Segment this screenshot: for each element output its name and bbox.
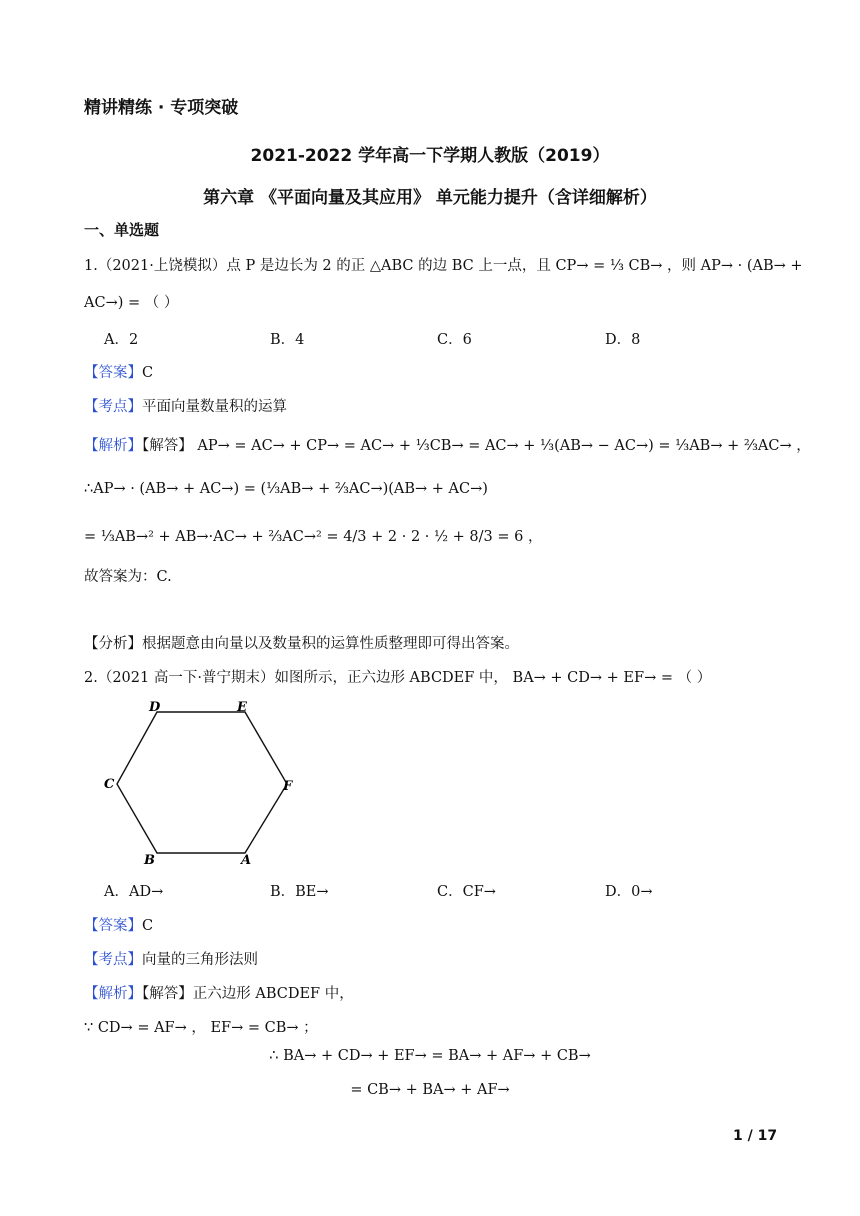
q2-option-d: D．0→ — [605, 884, 653, 900]
q1-stem-line1: 1.（2021·上饶模拟）点 P 是边长为 2 的正 △ABC 的边 BC 上一点，且 CP→ = ⅓ CB→ ，则 AP→ · (AB→ + — [84, 258, 803, 274]
answer-value: C — [142, 918, 154, 934]
doc-title-line2: 第六章 《平面向量及其应用》 单元能力提升（含详细解析） — [203, 188, 657, 208]
vertex-label-e: E — [237, 700, 247, 715]
point-value: 平面向量数量积的运算 — [142, 399, 287, 415]
q1-point — [84, 395, 287, 416]
hexagon-figure — [100, 697, 300, 867]
q1-answer — [84, 361, 153, 382]
q1-stem-line2: AC→) = （ ） — [84, 295, 179, 311]
page-number: 1 / 17 — [733, 1128, 778, 1144]
q2-answer — [84, 914, 153, 935]
q1-solution-line4: 故答案为：C. — [84, 569, 172, 585]
solution-tag: 【解析】 — [84, 438, 142, 454]
solution-tag: 【解析】 — [84, 986, 142, 1002]
q1-analysis: 【分析】根据题意由向量以及数量积的运算性质整理即可得出答案。 — [84, 636, 519, 652]
q2-stem: 2.（2021 高一下·普宁期末）如图所示，正六边形 ABCDEF 中， BA→ + CD→ + EF→ = （ ） — [84, 670, 712, 686]
vertex-label-b: B — [144, 853, 155, 867]
solution-text: 【解答】 AP→ = AC→ + CP→ = AC→ + ⅓CB→ = AC→ + ⅓(AB→ − AC→) = ⅓AB→ + ⅔AC→ ， — [142, 438, 811, 454]
q2-solution-line3: ∴ BA→ + CD→ + EF→ = BA→ + AF→ + CB→ — [269, 1048, 591, 1064]
q1-solution-line1 — [84, 434, 811, 455]
q2-option-a: A．AD→ — [104, 884, 164, 900]
q1-option-d: D．8 — [605, 332, 641, 348]
section-heading: 一、单选题 — [84, 221, 160, 239]
q1-solution-line3: = ⅓AB→² + AB→·AC→ + ⅔AC→² = 4/3 + 2 · 2 · ½ + 8/3 = 6 ， — [84, 529, 543, 545]
hexagon-shape — [117, 712, 287, 853]
q1-option-c: C．6 — [437, 332, 472, 348]
q2-solution-line1 — [84, 982, 354, 1003]
q1-option-a: A．2 — [104, 332, 139, 348]
vertex-label-d: D — [149, 700, 161, 715]
answer-value: C — [142, 365, 154, 381]
series-title: 精讲精练 · 专项突破 — [84, 98, 239, 118]
vertex-label-c: C — [104, 777, 115, 792]
q2-solution-line2: ∵ CD→ = AF→ ， EF→ = CB→ ； — [84, 1020, 318, 1036]
q2-option-c: C．CF→ — [437, 884, 496, 900]
answer-tag: 【答案】 — [84, 918, 142, 934]
q1-option-b: B．4 — [270, 332, 305, 348]
q2-point — [84, 948, 258, 969]
answer-tag: 【答案】 — [84, 365, 142, 381]
point-tag: 【考点】 — [84, 399, 142, 415]
vertex-label-f: F — [283, 779, 293, 794]
point-value: 向量的三角形法则 — [142, 952, 258, 968]
vertex-label-a: A — [241, 853, 252, 867]
q1-solution-line2: ∴AP→ · (AB→ + AC→) = (⅓AB→ + ⅔AC→)(AB→ + AC→) — [84, 481, 488, 497]
doc-title-line1: 2021-2022 学年高一下学期人教版（2019） — [250, 146, 610, 166]
q2-option-b: B．BE→ — [270, 884, 329, 900]
q2-solution-line4: = CB→ + BA→ + AF→ — [350, 1082, 510, 1098]
point-tag: 【考点】 — [84, 952, 142, 968]
solution-text: 【解答】正六边形 ABCDEF 中， — [142, 986, 354, 1002]
